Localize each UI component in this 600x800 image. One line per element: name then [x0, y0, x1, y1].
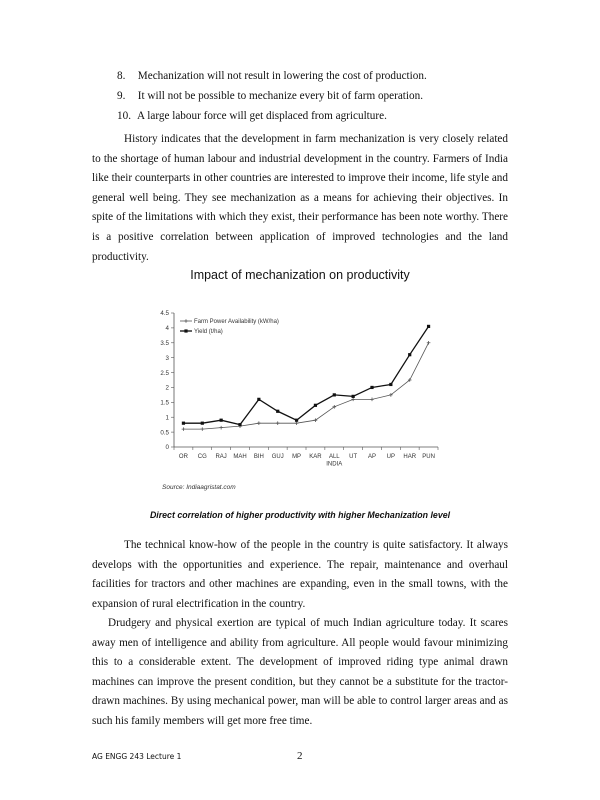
y-tick-label: 0	[165, 444, 169, 452]
x-tick-label: PUN	[422, 454, 435, 460]
yield-marker	[257, 398, 260, 401]
list-item	[117, 86, 427, 106]
yield-marker	[276, 410, 279, 413]
x-tick-label: UP	[386, 454, 396, 460]
list-text: A large labour force will get displaced from agriculture.	[137, 110, 387, 122]
x-tick-label: RAJ	[215, 454, 227, 460]
legend-square-icon	[184, 329, 187, 332]
y-tick-label: 3	[165, 354, 169, 362]
x-tick-label: KAR	[309, 454, 322, 460]
list-text: It will not be possible to mechanize every bit of farm operation.	[137, 90, 423, 102]
line-chart	[150, 305, 450, 495]
x-tick-label: ALL	[328, 454, 340, 460]
yield-marker	[333, 393, 336, 396]
y-tick-label: 4	[165, 325, 169, 333]
yield-marker	[295, 419, 298, 422]
yield-marker	[370, 386, 373, 389]
x-tick-label: GUJ	[271, 454, 284, 460]
legend-label: Farm Power Availability (kW/ha)	[194, 319, 279, 326]
list-number: 9.	[117, 90, 126, 102]
legend-plus-icon	[184, 319, 188, 323]
x-tick-label: INDIA	[326, 461, 343, 468]
x-tick-label: BIH	[253, 454, 264, 460]
list-item	[117, 66, 427, 86]
yield-marker	[314, 404, 317, 407]
chart-source: Source: Indiaagristat.com	[162, 484, 236, 491]
yield-marker	[408, 353, 411, 356]
y-tick-label: 4.5	[160, 310, 169, 318]
farm-power-marker	[295, 421, 299, 425]
paragraph-technical: The technical know-how of the people in the country is quite satisfactory. It always develops with the opportunities and experience. The repair, maintenance and overhaul facilities for tractors and other machines are expanding, even in the small towns, with the expansion of rural electrification in the country.	[92, 539, 508, 610]
y-tick-label: 2	[165, 384, 169, 392]
list-number: 10.	[117, 110, 131, 122]
yield-marker	[182, 422, 185, 425]
x-tick-label: UT	[349, 454, 358, 460]
list-number: 8.	[117, 70, 126, 82]
farm-power-marker	[257, 421, 261, 425]
y-tick-label: 1	[165, 414, 169, 422]
x-tick-label: HAR	[403, 454, 417, 460]
x-tick-label: OR	[178, 454, 188, 460]
y-tick-label: 3.5	[160, 339, 169, 347]
farm-power-marker	[370, 398, 374, 402]
y-tick-label: 1.5	[160, 399, 169, 407]
yield-marker	[201, 422, 204, 425]
paragraph-history: History indicates that the development in farm mechanization is very closely related to the shortage of human labour and industrial development in the country. Farmers of India like their counterparts in other countries are interested to improve their income, life style and general well being. They see mechanization as a means for achieving their objectives. In spite of the limitations with which they exist, their performance has been note worthy. There is a positive correlation between application of improved technologies and the land productivity.	[92, 133, 508, 263]
farm-power-marker	[427, 341, 431, 345]
yield-marker	[389, 383, 392, 386]
numbered-list	[117, 66, 427, 126]
paragraph-drudgery: Drudgery and physical exertion are typical of much Indian agriculture today. It scares away men of intelligence and ability from agriculture. All people would favour minimizing this to a considerable extent. The development of improved riding type animal drawn machines can improve the present condition, but they cannot be a substitute for the tractor-drawn machines. By using mechanical power, man will be able to control larger areas and as such his family members will get more free time.	[92, 617, 508, 727]
y-tick-label: 0.5	[160, 429, 169, 437]
legend-label: Yield (t/ha)	[194, 329, 223, 336]
farm-power-marker	[182, 427, 186, 431]
x-tick-label: CG	[197, 454, 207, 460]
page-number: 2	[297, 750, 303, 762]
list-item	[117, 106, 427, 126]
y-tick-label: 2.5	[160, 369, 169, 377]
x-tick-label: MP	[292, 454, 302, 460]
figure-caption: Direct correlation of higher productivity with higher Mechanization level	[149, 510, 451, 520]
yield-marker	[238, 423, 241, 426]
x-tick-label: MAH	[233, 454, 247, 460]
farm-power-marker	[351, 398, 355, 402]
chart-title: Impact of mechanization on productivity	[190, 268, 410, 282]
list-text: Mechanization will not result in lowering the cost of production.	[137, 70, 427, 82]
yield-marker	[220, 419, 223, 422]
yield-marker	[352, 395, 355, 398]
farm-power-marker	[200, 427, 204, 431]
yield-marker	[427, 325, 430, 328]
farm-power-marker	[276, 421, 280, 425]
footer-course-label: AG ENGG 243 Lecture 1	[92, 752, 182, 761]
farm-power-marker	[219, 426, 223, 430]
x-tick-label: AP	[367, 454, 377, 460]
yield-line	[183, 326, 428, 424]
